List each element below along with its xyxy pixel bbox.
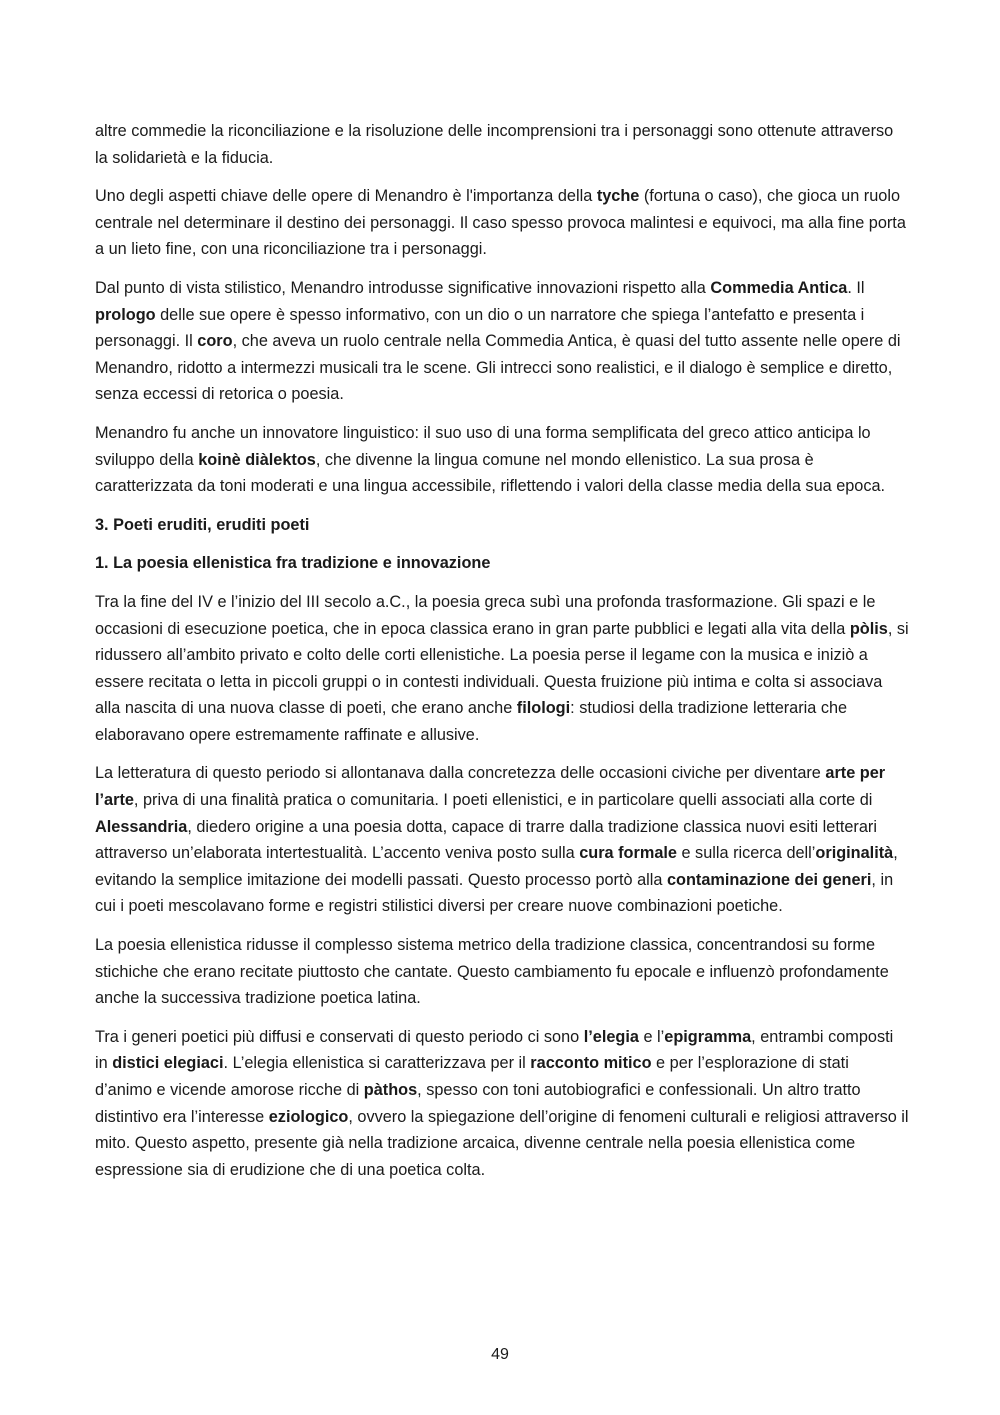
paragraph-6: La letteratura di questo periodo si allontanava dalla concretezza delle occasioni civiche per diventare arte per l’arte, priva di una finalità pratica o comunitaria. I poeti ellenistici, e in particolare quelli associati alla corte di Alessandria, diedero origine a una poesia dotta, capace di trarre dalla tradizione classica nuovi esiti letterari attraverso un’elaborata intertestualità. L’accento veniva posto sulla cura formale e sulla ricerca dell’originalità, evitando la semplice imitazione dei modelli passati. Questo processo portò alla contaminazione dei generi, in cui i poeti mescolavano forme e registri stilistici diversi per creare nuove combinazioni poetiche. <box>95 764 898 916</box>
bold-term: coro <box>197 332 233 351</box>
bold-term: pòlis <box>849 619 888 638</box>
paragraph-1: altre commedie la riconciliazione e la risoluzione delle incomprensioni tra i personaggi sono ottenute attraverso la solidarietà e la fiducia. <box>95 122 894 167</box>
bold-term: filologi <box>516 699 571 718</box>
bold-term: Alessandria <box>95 817 188 836</box>
bold-term: eziologico <box>268 1107 349 1126</box>
bold-term: tyche <box>596 187 640 206</box>
paragraph-8: Tra i generi poetici più diffusi e conservati di questo periodo ci sono l’elegia e l’epigramma, entrambi composti in distici elegiaci. L’elegia ellenistica si caratterizzava per il racconto mitico e per l’esplorazione di stati d’animo e vicende amorose ricche di pàthos, spesso con toni autobiografici e confessionali. Un altro tratto distintivo era l’interesse eziologico, ovvero la spiegazione dell’origine di fenomeni culturali e religiosi attraverso il mito. Questo aspetto, presente già nella tradizione arcaica, divenne centrale nella poesia ellenistica come espressione sia di erudizione che di una poetica colta. <box>95 1027 909 1179</box>
bold-term: originalità <box>815 844 894 863</box>
page-number: 49 <box>491 1346 509 1363</box>
bold-term: l’elegia <box>583 1027 639 1046</box>
paragraph-2: Uno degli aspetti chiave delle opere di Menandro è l'importanza della tyche (fortuna o caso), che gioca un ruolo centrale nel determinare il destino dei personaggi. Il caso spesso provoca malintesi e equivoci, ma alla fine porta a un lieto fine, con una riconciliazione tra i personaggi. <box>95 187 906 259</box>
bold-term: arte per l’arte <box>95 764 886 810</box>
paragraph-3: Dal punto di vista stilistico, Menandro introdusse significative innovazioni rispetto alla Commedia Antica. Il prologo delle sue opere è spesso informativo, con un dio o un narratore che spiega l’antefatto e presenta i personaggi. Il coro, che aveva un ruolo centrale nella Commedia Antica, è quasi del tutto assente nelle opere di Menandro, ridotto a intermezzi musicali tra le scene. Gli intrecci sono realistici, e il dialogo è semplice e diretto, senza eccessi di retorica o poesia. <box>95 278 901 404</box>
page-body <box>95 118 910 1195</box>
bold-term: epigramma <box>664 1027 752 1046</box>
paragraph-7: La poesia ellenistica ridusse il complesso sistema metrico della tradizione classica, concentrandosi su forme stichiche che erano recitate piuttosto che cantate. Questo cambiamento fu epocale e influenzò profondamente anche la successiva tradizione poetica latina. <box>95 936 889 1008</box>
bold-term: cura formale <box>579 844 677 863</box>
paragraph-5: Tra la fine del IV e l’inizio del III secolo a.C., la poesia greca subì una profonda trasformazione. Gli spazi e le occasioni di esecuzione poetica, che in epoca classica erano in gran parte pubblici e legati alla vita della pòlis, si ridussero all’ambito privato e colto delle corti ellenistiche. La poesia perse il legame con la musica e iniziò a essere recitata o letta in piccoli gruppi o in contesti individuali. Questa fruizione più intima e colta si associava alla nascita di una nuova classe di poeti, che erano anche filologi: studiosi della tradizione letteraria che elaboravano opere estremamente raffinate e allusive. <box>95 592 909 744</box>
bold-term: prologo <box>95 305 156 324</box>
bold-term: contaminazione dei generi <box>666 870 872 889</box>
subsection-heading: 1. La poesia ellenistica fra tradizione e innovazione <box>95 554 491 573</box>
section-heading: 3. Poeti eruditi, eruditi poeti <box>95 515 310 534</box>
bold-term: distici elegiaci <box>112 1054 224 1073</box>
bold-term: koinè diàlektos <box>198 450 316 469</box>
bold-term: Commedia Antica <box>710 278 848 297</box>
paragraph-4: Menandro fu anche un innovatore linguistico: il suo uso di una forma semplificata del greco attico anticipa lo sviluppo della koinè diàlektos, che divenne la lingua comune nel mondo ellenistico. La sua prosa è caratterizzata da toni moderati e una lingua accessibile, riflettendo i valori della classe media della sua epoca. <box>95 423 886 496</box>
bold-term: pàthos <box>363 1081 418 1099</box>
bold-term: racconto mitico <box>530 1054 652 1073</box>
